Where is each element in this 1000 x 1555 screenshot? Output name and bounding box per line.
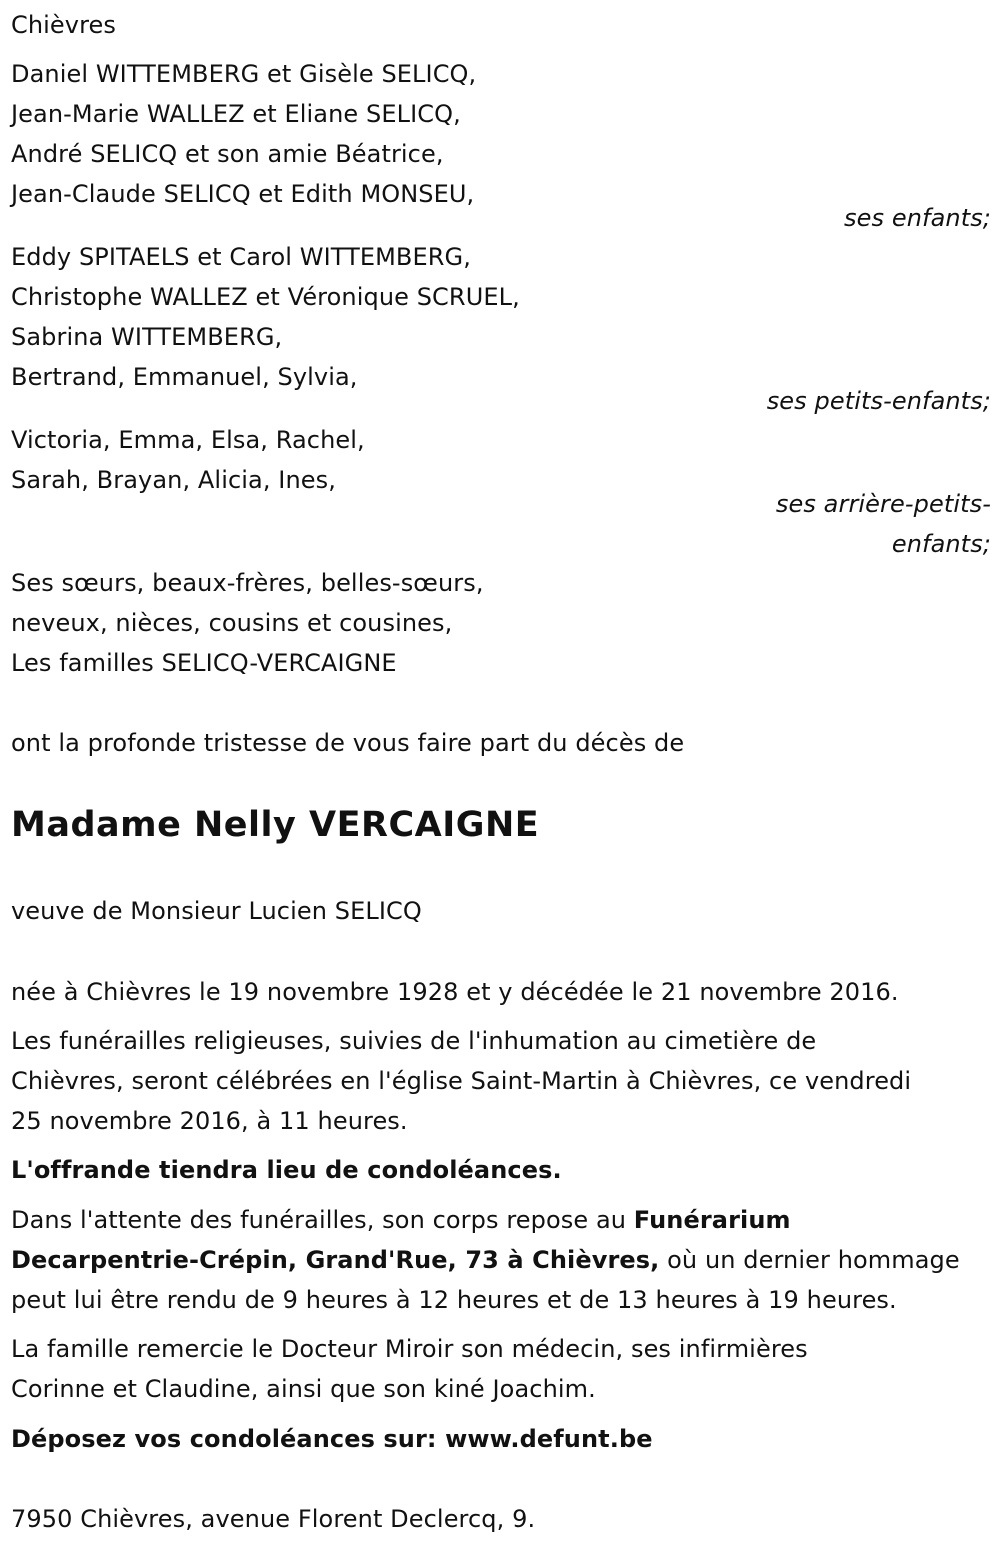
repose-line: peut lui être rendu de 9 heures à 12 heures et de 13 heures à 19 heures. bbox=[11, 1286, 897, 1314]
grandchild-line: Sabrina WITTEMBERG, bbox=[11, 323, 283, 351]
grandchild-line: Bertrand, Emmanuel, Sylvia, bbox=[11, 363, 358, 391]
child-line: Jean-Marie WALLEZ et Eliane SELICQ, bbox=[11, 100, 461, 128]
great-grandchildren-label: ses arrière-petits- bbox=[775, 490, 991, 518]
child-line: Jean-Claude SELICQ et Edith MONSEU, bbox=[11, 180, 475, 208]
condolences-link[interactable]: Déposez vos condoléances sur: www.defunt.be bbox=[11, 1425, 653, 1453]
child-line: André SELICQ et son amie Béatrice, bbox=[11, 140, 444, 168]
grandchildren-label: ses petits-enfants; bbox=[766, 387, 991, 415]
location: Chièvres bbox=[11, 11, 117, 39]
thanks-line: La famille remercie le Docteur Miroir son médecin, ses infirmières bbox=[11, 1335, 808, 1363]
funerarium-name: Funérarium bbox=[633, 1206, 791, 1234]
repose-line bbox=[11, 1200, 791, 1240]
family-line: Les familles SELICQ-VERCAIGNE bbox=[11, 649, 397, 677]
funerarium-address: Decarpentrie-Crépin, Grand'Rue, 73 à Chièvres, bbox=[11, 1246, 660, 1274]
child-line: Daniel WITTEMBERG et Gisèle SELICQ, bbox=[11, 60, 477, 88]
family-line: Ses sœurs, beaux-frères, belles-sœurs, bbox=[11, 569, 484, 597]
funeral-line: Chièvres, seront célébrées en l'église Saint-Martin à Chièvres, ce vendredi bbox=[11, 1067, 912, 1095]
offering: L'offrande tiendra lieu de condoléances. bbox=[11, 1156, 562, 1184]
great-grandchild-line: Victoria, Emma, Elsa, Rachel, bbox=[11, 426, 365, 454]
widow-of: veuve de Monsieur Lucien SELICQ bbox=[11, 897, 422, 925]
children-label: ses enfants; bbox=[844, 204, 991, 232]
funeral-line: 25 novembre 2016, à 11 heures. bbox=[11, 1107, 408, 1135]
funeral-line: Les funérailles religieuses, suivies de l'inhumation au cimetière de bbox=[11, 1027, 817, 1055]
thanks-line: Corinne et Claudine, ainsi que son kiné Joachim. bbox=[11, 1375, 596, 1403]
repose-prefix: Dans l'attente des funérailles, son corps repose au bbox=[11, 1206, 634, 1234]
deceased-name: Madame Nelly VERCAIGNE bbox=[11, 805, 540, 845]
repose-line bbox=[11, 1240, 960, 1280]
grandchild-line: Christophe WALLEZ et Véronique SCRUEL, bbox=[11, 283, 520, 311]
grandchild-line: Eddy SPITAELS et Carol WITTEMBERG, bbox=[11, 243, 471, 271]
great-grandchild-line: Sarah, Brayan, Alicia, Ines, bbox=[11, 466, 336, 494]
family-line: neveux, nièces, cousins et cousines, bbox=[11, 609, 453, 637]
great-grandchildren-label: enfants; bbox=[891, 530, 991, 558]
birth-death: née à Chièvres le 19 novembre 1928 et y décédée le 21 novembre 2016. bbox=[11, 978, 899, 1006]
address: 7950 Chièvres, avenue Florent Declercq, 9. bbox=[11, 1505, 536, 1533]
repose-suffix: où un dernier hommage bbox=[659, 1246, 960, 1274]
announcement: ont la profonde tristesse de vous faire part du décès de bbox=[11, 729, 685, 757]
